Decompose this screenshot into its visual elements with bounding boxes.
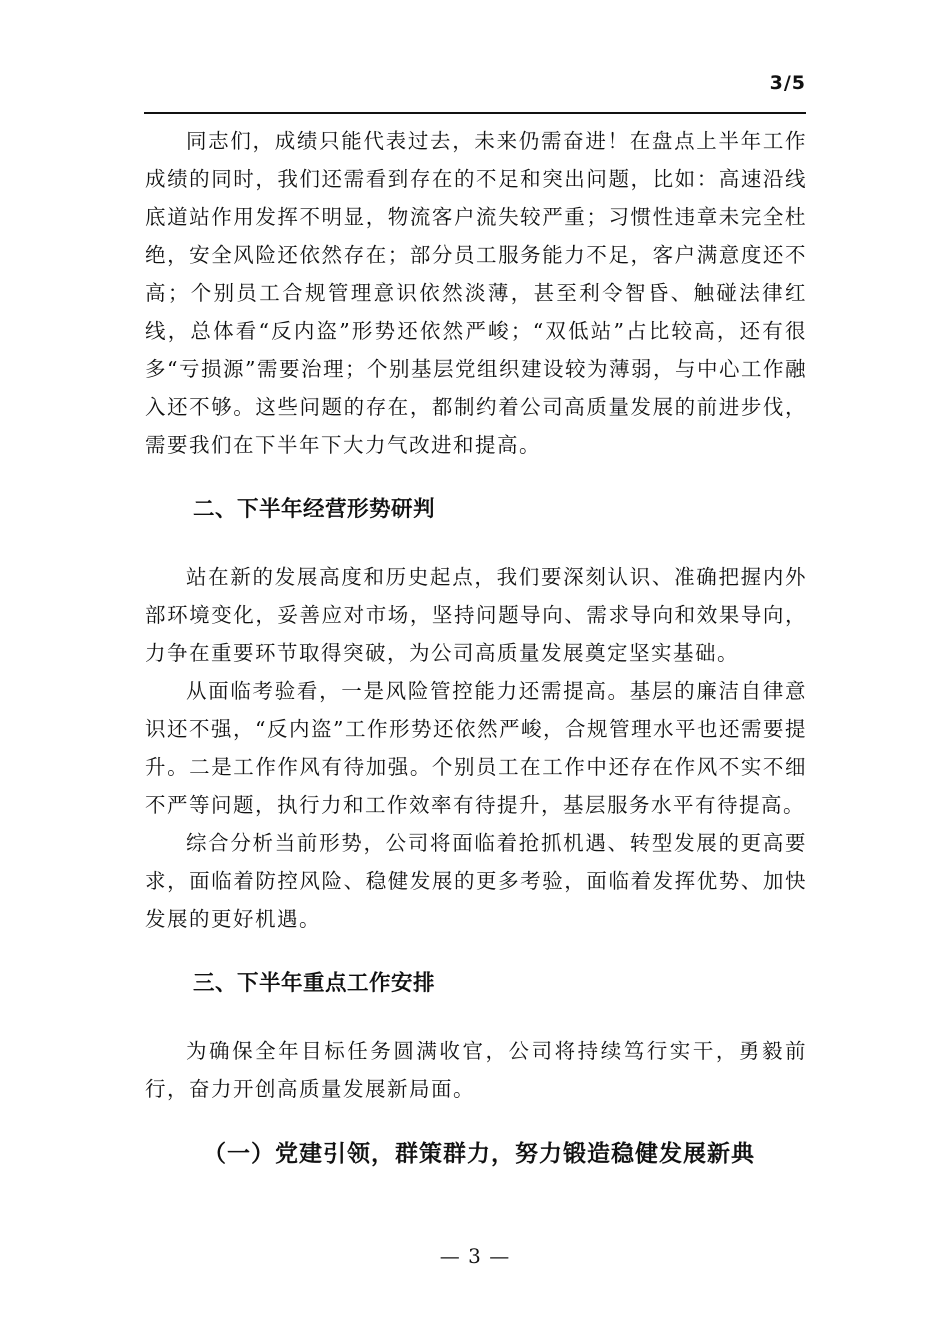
page-indicator: 3/5 xyxy=(769,72,806,94)
section-heading-3: 三、下半年重点工作安排 xyxy=(193,971,436,996)
page-number: — 3 — xyxy=(439,1244,511,1268)
paragraph-challenges: 从面临考验看，一是风险管控能力还需提高。基层的廉洁自律意识还不强，“反内盗”工作形势还依然严峻，合规管理水平也还需要提升。二是工作作风有待加强。个别员工在工作中还存在作风不实不细不严等问题，执行力和工作效率有待提升，基层服务水平有待提高。 xyxy=(145,679,807,817)
paragraph-outlook: 站在新的发展高度和历史起点，我们要深刻认识、准确把握内外部环境变化，妥善应对市场，坚持问题导向、需求导向和效果导向，力争在重要环节取得突破，为公司高质量发展奠定坚实基础。 xyxy=(145,565,807,665)
subsection-heading-1: （一）党建引领，群策群力，努力锻造稳健发展新典 xyxy=(203,1140,755,1167)
section-heading-2: 二、下半年经营形势研判 xyxy=(193,497,436,522)
paragraph-analysis: 综合分析当前形势，公司将面临着抢抓机遇、转型发展的更高要求，面临着防控风险、稳健发展的更多考验，面临着发挥优势、加快发展的更好机遇。 xyxy=(145,831,807,931)
paragraph-shortcomings: 同志们，成绩只能代表过去，未来仍需奋进！在盘点上半年工作成绩的同时，我们还需看到存在的不足和突出问题，比如：高速沿线底道站作用发挥不明显，物流客户流失较严重；习惯性违章未完全杜绝，安全风险还依然存在；部分员工服务能力不足，客户满意度还不高；个别员工合规管理意识依然淡薄，甚至利令智昏、触碰法律红线，总体看“反内盗”形势还依然严峻；“双低站”占比较高，还有很多“亏损源”需要治理；个别基层党组织建设较为薄弱，与中心工作融入还不够。这些问题的存在，都制约着公司高质量发展的前进步伐，需要我们在下半年下大力气改进和提高。 xyxy=(145,129,807,457)
header-rule xyxy=(144,112,806,114)
paragraph-goals: 为确保全年目标任务圆满收官，公司将持续笃行实干，勇毅前行，奋力开创高质量发展新局面。 xyxy=(145,1039,807,1101)
document-body xyxy=(145,122,807,1173)
